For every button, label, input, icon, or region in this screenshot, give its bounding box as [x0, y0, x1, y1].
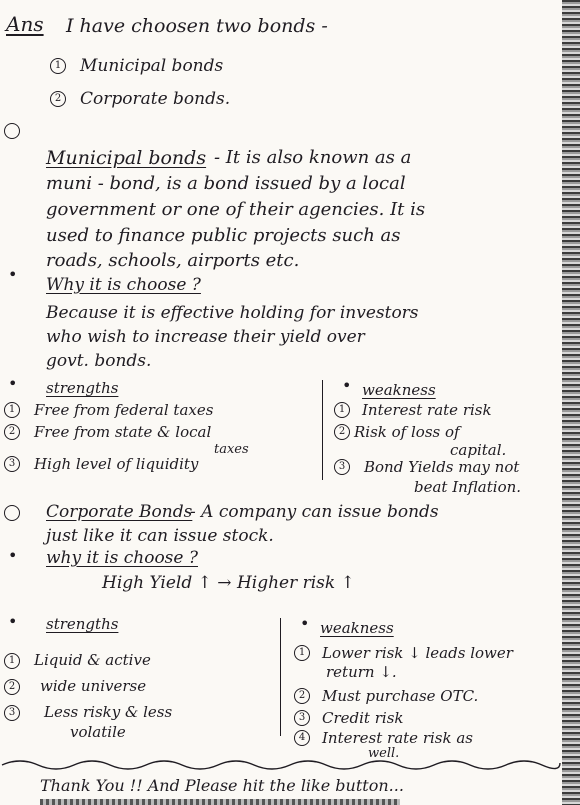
column-divider: [280, 618, 281, 736]
strength-item: Free from federal taxes: [34, 401, 214, 419]
why-question: Why it is choose ?: [46, 275, 201, 295]
thank-you-note: Thank You !! And Please hit the like button...: [40, 776, 404, 795]
item-number: 2: [294, 688, 310, 704]
weakness-item: well.: [368, 746, 400, 761]
municipal-text-line: government or one of their agencies. It is: [46, 199, 426, 220]
bullet: •: [8, 265, 18, 284]
column-divider: [322, 380, 323, 480]
bullet: •: [300, 614, 310, 633]
municipal-text-line: - It is also known as a: [214, 147, 412, 168]
weakness-item: beat Inflation.: [414, 478, 522, 496]
municipal-text-line: roads, schools, airports etc.: [46, 250, 300, 271]
choice-item: Corporate bonds.: [80, 89, 231, 109]
intro-text: I have choosen two bonds -: [66, 15, 328, 37]
bullet: •: [8, 374, 18, 393]
item-number: 2: [4, 679, 20, 695]
weakness-item: capital.: [450, 441, 507, 459]
weakness-title: weakness: [362, 381, 436, 399]
municipal-title: Municipal bonds: [46, 147, 207, 169]
item-number: 2: [334, 424, 350, 440]
choice-number: 1: [50, 58, 66, 74]
choice-number: 2: [50, 91, 66, 107]
strength-item: wide universe: [40, 677, 147, 695]
item-number: 1: [294, 645, 310, 661]
why-answer-line: govt. bonds.: [46, 351, 152, 371]
weakness-item: Must purchase OTC.: [322, 687, 479, 705]
strength-item: volatile: [70, 723, 126, 741]
item-number: 1: [4, 402, 20, 418]
strength-item: Liquid & active: [34, 651, 151, 669]
strength-item: High level of liquidity: [34, 455, 199, 473]
strengths-title: strengths: [46, 615, 119, 633]
strength-item: Free from state & local: [34, 423, 212, 441]
item-number: 1: [334, 402, 350, 418]
weakness-item: Bond Yields may not: [364, 458, 520, 476]
strength-item: taxes: [214, 442, 249, 457]
weakness-item: Interest rate risk: [362, 401, 492, 419]
weakness-item: Interest rate risk as: [322, 729, 473, 747]
municipal-text-line: muni - bond, is a bond issued by a local: [46, 173, 406, 194]
item-number: 1: [4, 653, 20, 669]
choice-item: Municipal bonds: [80, 56, 224, 76]
bullet: •: [342, 376, 352, 395]
strength-item: Less risky & less: [44, 703, 173, 721]
bullet: •: [8, 546, 18, 565]
page-right-edge: [562, 0, 580, 805]
section-marker: [4, 505, 20, 521]
corporate-title: Corporate Bonds: [46, 502, 193, 522]
strengths-title: strengths: [46, 379, 119, 397]
item-number: 2: [4, 424, 20, 440]
page-bottom-edge: [40, 799, 400, 805]
item-number: 3: [4, 705, 20, 721]
yield-risk-line: High Yield ↑ → Higher risk ↑: [102, 573, 355, 593]
item-number: 3: [4, 456, 20, 472]
section-marker: [4, 123, 20, 139]
municipal-text-line: used to finance public projects such as: [46, 225, 401, 246]
weakness-item: Lower risk ↓ leads lower: [322, 644, 513, 662]
weakness-title: weakness: [320, 619, 394, 637]
item-number: 3: [334, 459, 350, 475]
ans-label: Ans: [6, 12, 44, 36]
wavy-separator: [0, 755, 562, 773]
why-answer-line: who wish to increase their yield over: [46, 327, 365, 347]
bullet: •: [8, 612, 18, 631]
corporate-text-line: just like it can issue stock.: [46, 526, 274, 546]
weakness-item: return ↓.: [326, 663, 397, 681]
item-number: 3: [294, 710, 310, 726]
why-answer-line: Because it is effective holding for investors: [46, 303, 419, 323]
why-question: why it is choose ?: [46, 548, 198, 568]
item-number: 4: [294, 730, 310, 746]
weakness-item: Credit risk: [322, 709, 404, 727]
weakness-item: Risk of loss of: [354, 423, 460, 441]
corporate-text-line: - A company can issue bonds: [190, 502, 439, 522]
